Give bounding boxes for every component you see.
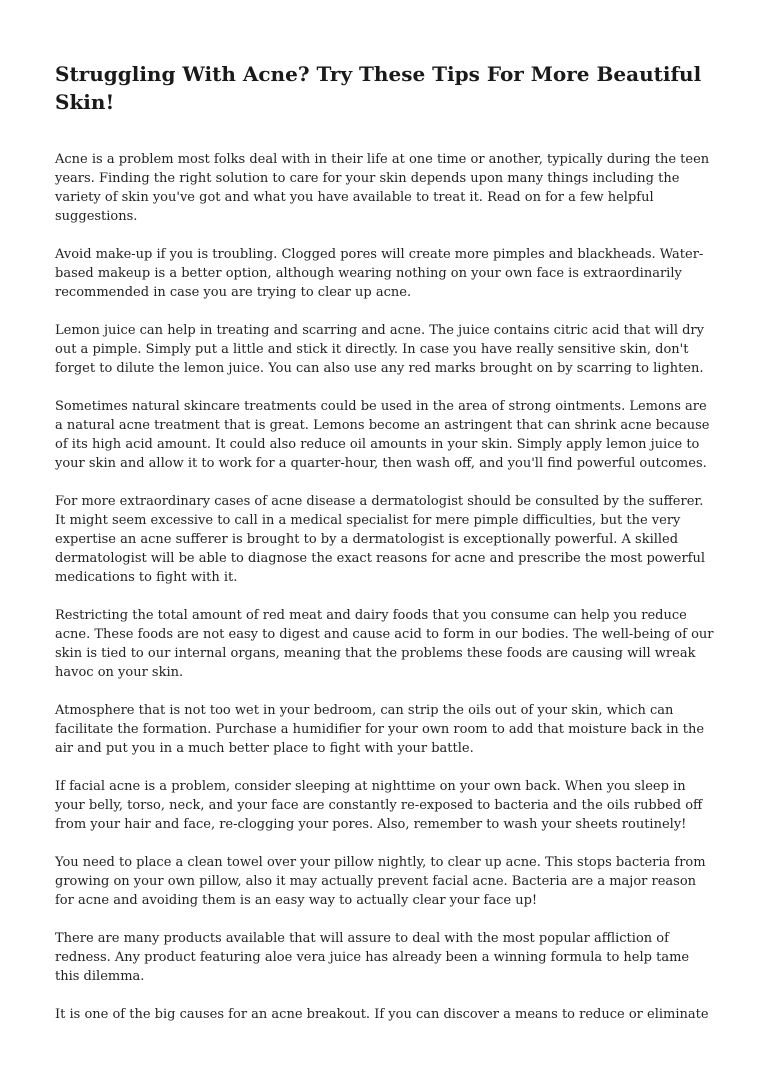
document-title: Struggling With Acne? Try These Tips For More Beautiful Skin! [55,62,702,114]
paragraph-4: Sometimes natural skincare treatments could be used in the area of strong ointments. Lemons are a natural acne treatment that is great. Lemons become an astringent that can shrink acne because of its high acid amount. It could also reduce oil amounts in your skin. Simply apply lemon juice to your skin and allow it to work for a quarter-hour, then wash off, and you'll find powerful outcomes. [55,399,710,471]
paragraph-9: You need to place a clean towel over your pillow nightly, to clear up acne. This stops bacteria from growing on your own pillow, also it may actually prevent facial acne. Bacteria are a major reason for acne and avoiding them is an easy way to actually clear your face up! [55,855,706,908]
document-body [55,150,715,1043]
paragraph-5: For more extraordinary cases of acne disease a dermatologist should be consulted by the sufferer. It might seem excessive to call in a medical specialist for mere pimple difficulties, but the very expertise an acne sufferer is brought to by a dermatologist is exceptionally powerful. A skilled dermatologist will be able to diagnose the exact reasons for acne and prescribe the most powerful medications to fight with it. [55,494,706,585]
paragraph-2: Avoid make-up if you is troubling. Clogged pores will create more pimples and blackheads. Water-based makeup is a better option, although wearing nothing on your own face is extraordinarily recommended in case you are trying to clear up acne. [55,247,704,300]
paragraph-11: It is one of the big causes for an acne breakout. If you can discover a means to reduce or eliminate [55,1007,709,1022]
paragraph-10: There are many products available that will assure to deal with the most popular affliction of redness. Any product featuring aloe vera juice has already been a winning formula to help tame this dilemma. [55,931,690,984]
paragraph-8: If facial acne is a problem, consider sleeping at nighttime on your own back. When you sleep in your belly, torso, neck, and your face are constantly re-exposed to bacteria and the oils rubbed off from your hair and face, re-clogging your pores. Also, remember to wash your sheets routinely! [55,779,703,832]
paragraph-7: Atmosphere that is not too wet in your bedroom, can strip the oils out of your skin, which can facilitate the formation. Purchase a humidifier for your own room to add that moisture back in the air and put you in a much better place to fight with your battle. [55,703,705,756]
paragraph-3: Lemon juice can help in treating and scarring and acne. The juice contains citric acid that will dry out a pimple. Simply put a little and stick it directly. In case you have really sensitive skin, don't forget to dilute the lemon juice. You can also use any red marks brought on by scarring to lighten. [55,323,704,376]
paragraph-6: Restricting the total amount of red meat and dairy foods that you consume can help you reduce acne. These foods are not easy to digest and cause acid to form in our bodies. The well-being of our skin is tied to our internal organs, meaning that the problems these foods are causing will wreak havoc on your skin. [55,608,714,680]
paragraph-1: Acne is a problem most folks deal with in their life at one time or another, typically during the teen years. Finding the right solution to care for your skin depends upon many things including the variety of skin you've got and what you have available to treat it. Read on for a few helpful suggestions. [55,152,710,224]
